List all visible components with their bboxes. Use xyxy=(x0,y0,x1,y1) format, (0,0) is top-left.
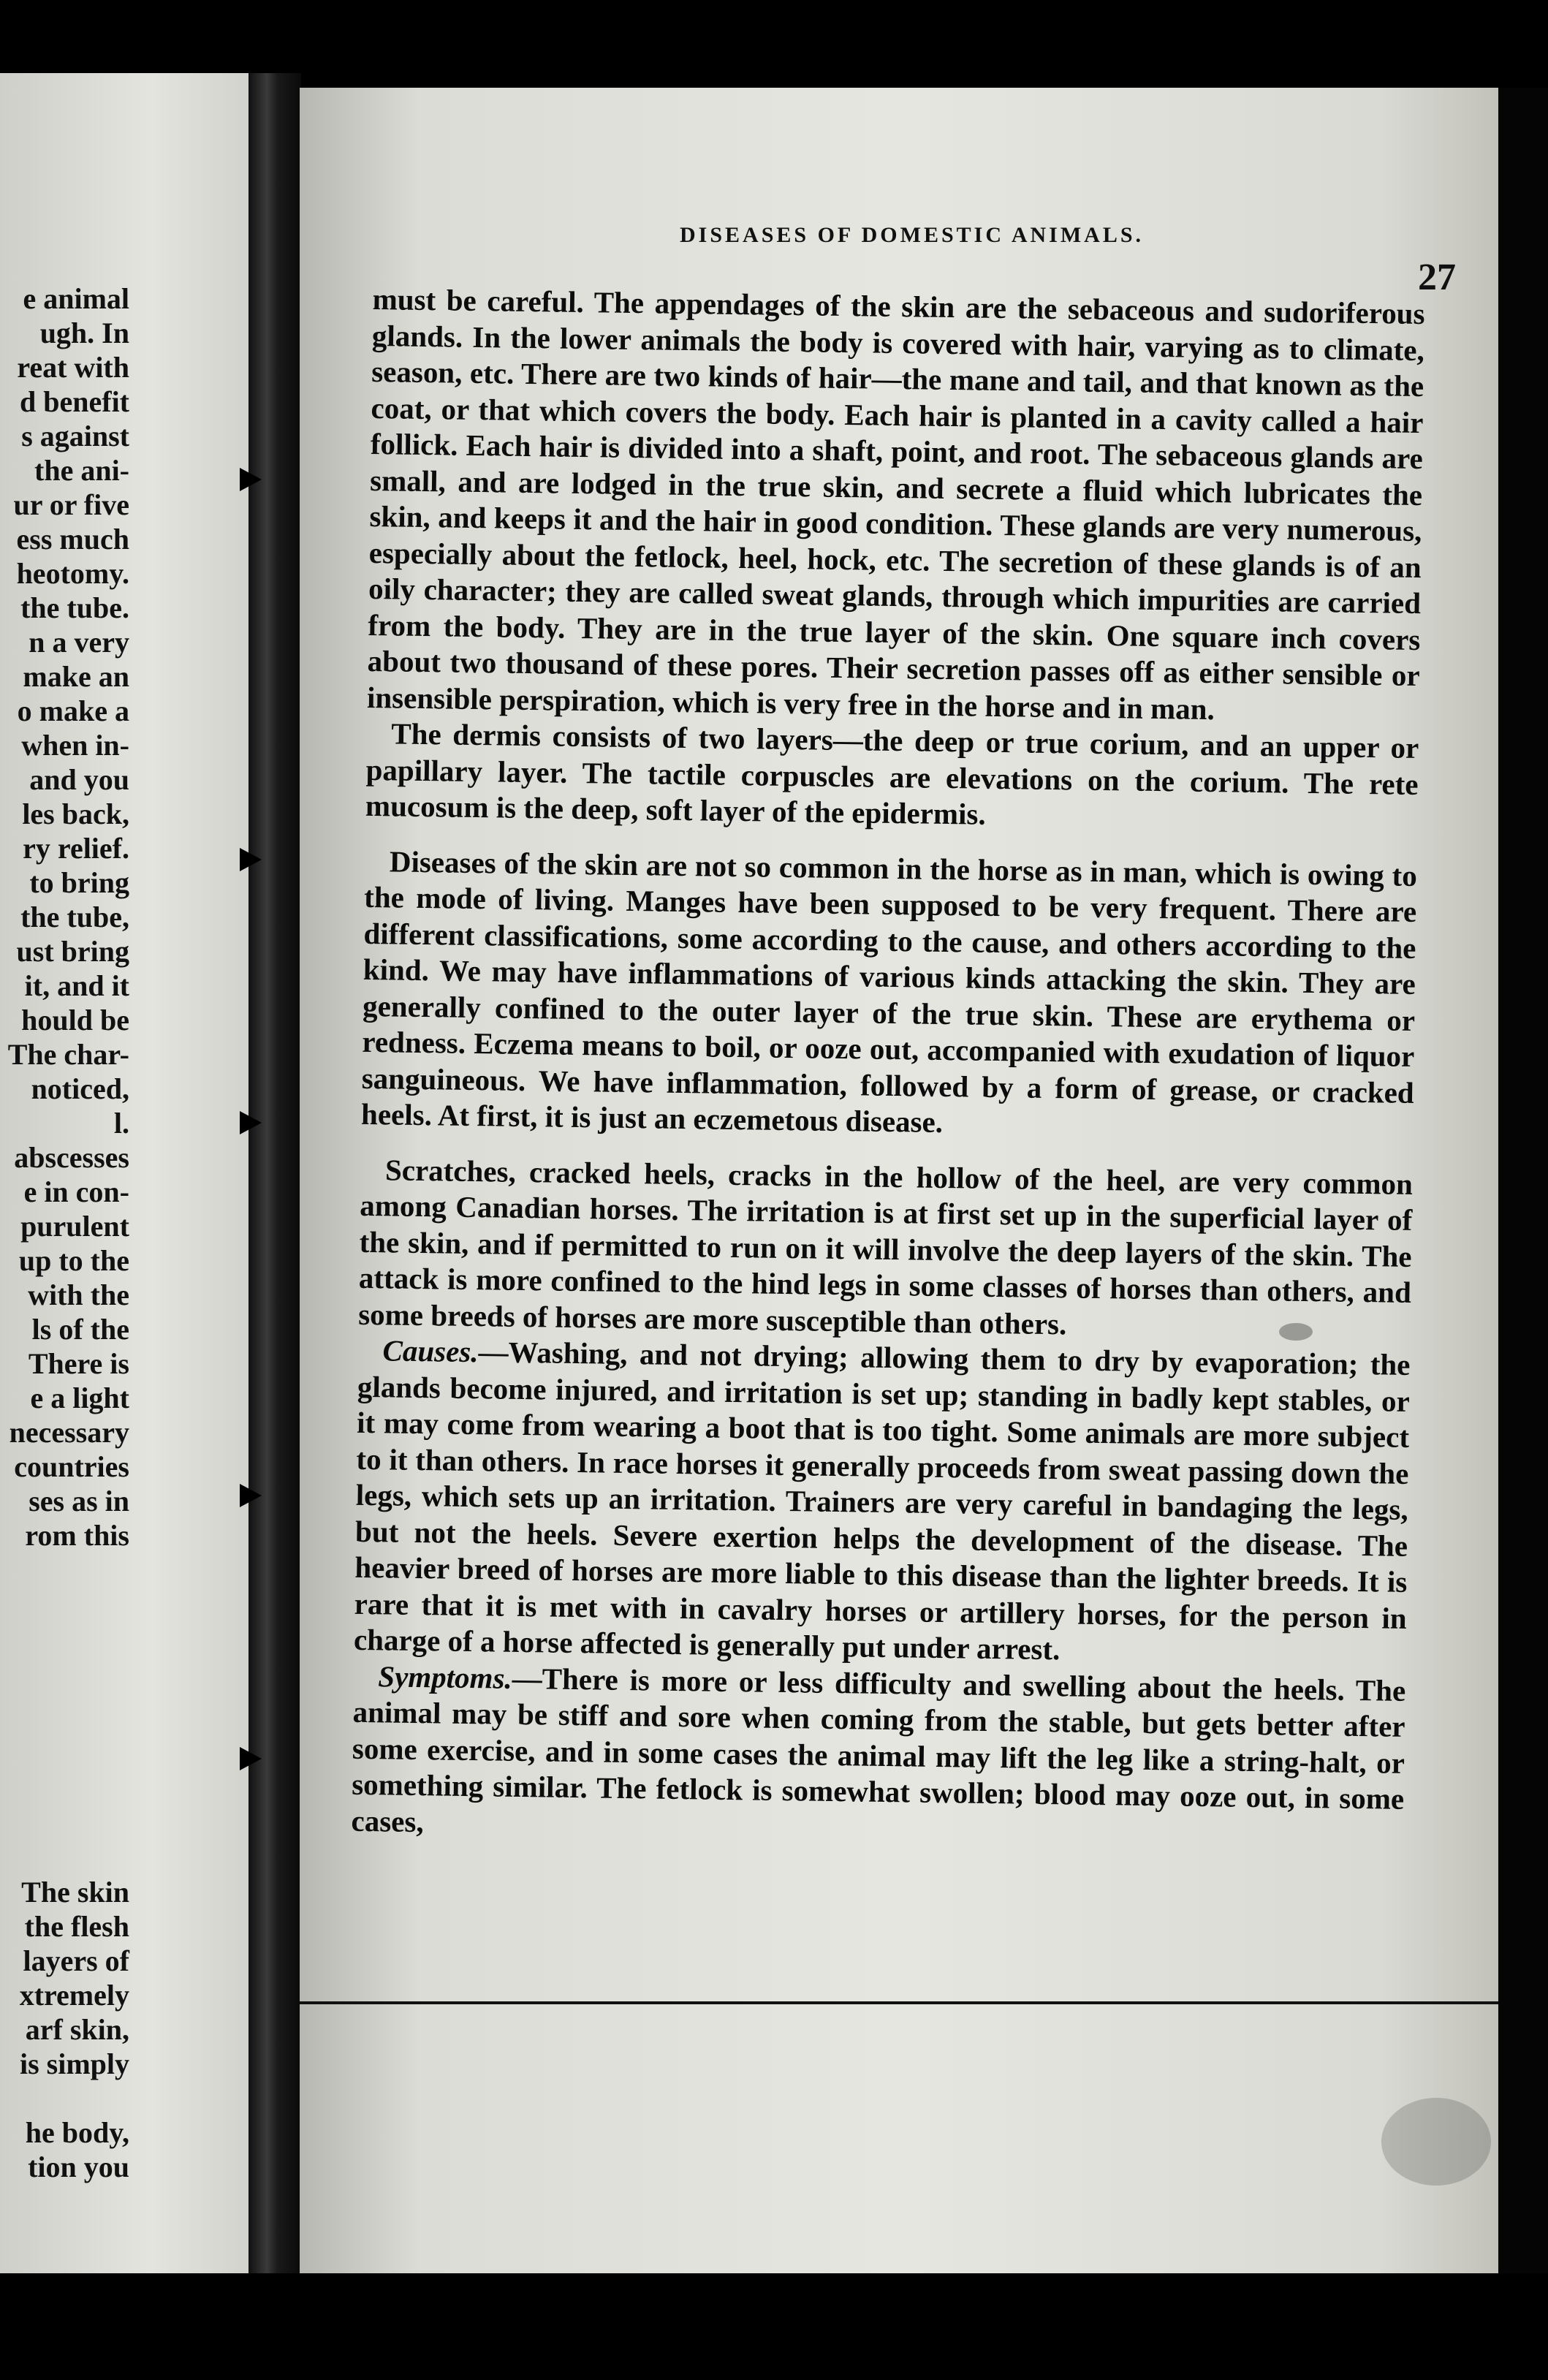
left-line: rom this xyxy=(25,1519,129,1552)
left-line: is simply xyxy=(19,2047,129,2080)
paragraph-text: The dermis consists of two layers—the deep or true corium, and an upper or papillary layer. The tactile corpuscles are elevations on the corium. The rete mucosum is the deep, soft layer of the epidermis. xyxy=(365,716,1419,831)
left-line: ess much xyxy=(16,523,129,556)
left-line: and you xyxy=(29,763,129,796)
left-line: s against xyxy=(21,420,129,452)
ink-blot xyxy=(1279,1323,1313,1341)
left-line: heotomy. xyxy=(16,557,129,590)
left-line: d benefit xyxy=(20,385,129,418)
paragraph xyxy=(354,1333,1411,1673)
left-line: l. xyxy=(113,1107,129,1140)
gutter-mark xyxy=(240,1747,262,1770)
section-heading: Scratches, xyxy=(384,1152,517,1189)
left-line: ust bring xyxy=(16,935,129,968)
right-page xyxy=(300,88,1498,2273)
left-line: purulent xyxy=(20,1210,129,1243)
left-line: the ani- xyxy=(34,454,129,487)
left-line: e a light xyxy=(30,1382,129,1414)
book-gutter xyxy=(248,73,301,2273)
left-line: o make a xyxy=(17,694,129,727)
left-line: the flesh xyxy=(24,1910,129,1943)
paragraph-text: must be careful. The appendages of the skin are the sebaceous and sudoriferous glands. In the lower animals the body is covered with hair, varying as to climate, season, etc. There are two kinds of hair—the mane and tail, and that known as the coat, or that which covers the body. Each hair is planted in a cavity called a hair follick. Each hair is divided into a shaft, point, and root. The sebaceous glands are small, and are lodged in the true skin, and secrete a fluid which lubricates the skin, and keeps it and the hair in good condition. These glands are very numerous, especially about the fetlock, heel, hock, etc. The secretion of these glands is of an oily character; they are called sweat glands, through which impurities are carried from the body. They are in the true layer of the skin. One square inch covers about two thousand of these pores. Their secretion passes off as either sensible or insensible perspiration, which is very free in the horse and in man. xyxy=(366,281,1425,726)
left-line: he body, xyxy=(25,2116,129,2149)
left-line: tion you xyxy=(28,2150,129,2183)
left-line: when in- xyxy=(21,729,129,762)
paragraph xyxy=(367,281,1425,730)
left-line: layers of xyxy=(23,1944,129,1977)
left-line: abscesses xyxy=(14,1141,129,1174)
left-page-lower-column xyxy=(0,1875,129,2184)
left-page-fragment xyxy=(0,73,252,2273)
left-line: les back, xyxy=(22,797,129,830)
left-line: e animal xyxy=(23,282,129,315)
left-line: to bring xyxy=(29,866,129,899)
gutter-mark xyxy=(240,1111,262,1134)
left-line: arf skin, xyxy=(25,2013,129,2046)
paragraph-text: cracked heels, cracks in the hollow of the heel, are very common among Canadian horses. The irritation is at first set up in the superficial layer of the skin, and if permitted to run on it will involve the deep layers of the skin. The attack is more confined to the hind legs in some classes of horses than others, and some breeds of horses are more susceptible than others. xyxy=(357,1154,1414,1341)
left-line: There is xyxy=(28,1347,129,1380)
left-line: The skin xyxy=(21,1876,129,1909)
paragraph xyxy=(358,1151,1413,1347)
left-line: up to the xyxy=(18,1244,129,1277)
left-line: The char- xyxy=(7,1038,129,1071)
page-number: 27 xyxy=(1418,257,1456,298)
gutter-mark xyxy=(240,848,262,871)
left-line: ses as in xyxy=(29,1485,129,1517)
left-line: hould be xyxy=(21,1004,129,1036)
left-line xyxy=(0,2081,129,2115)
running-header: DISEASES OF DOMESTIC ANIMALS. xyxy=(680,223,1145,247)
page-body xyxy=(351,281,1425,1854)
left-line: with the xyxy=(28,1278,129,1311)
left-line: necessary xyxy=(9,1416,129,1449)
gutter-mark xyxy=(240,468,262,491)
paragraph xyxy=(351,1658,1405,1854)
left-line: ls of the xyxy=(31,1313,129,1346)
left-line: ugh. In xyxy=(39,317,129,349)
left-line: e in con- xyxy=(23,1175,129,1208)
scan-border-bottom xyxy=(0,2273,1548,2380)
paragraph xyxy=(365,716,1419,839)
smudge xyxy=(1381,2098,1491,2186)
left-line: make an xyxy=(23,660,129,693)
left-line: ur or five xyxy=(13,488,129,521)
left-line: noticed, xyxy=(31,1072,129,1105)
left-page-upper-column xyxy=(0,281,129,1553)
left-line: reat with xyxy=(17,351,129,384)
paragraph xyxy=(361,843,1417,1147)
left-line: the tube, xyxy=(20,901,129,933)
left-line: it, and it xyxy=(24,969,129,1002)
left-line: countries xyxy=(14,1450,129,1483)
subsection-heading: Symptoms. xyxy=(378,1659,513,1695)
paragraph-text: —Washing, and not drying; allowing them to dry by evaporation; the glands become injured, and irritation is set up; standing in badly kept stables, or it may come from wearing a boot that is too tight. Some animals are more subject to it than others. In race horses it generally proceeds from sweat passing down the legs, which sets up an irritation. Trainers are very careful in bandaging the legs, but not the heels. Severe exertion helps the development of the disease. The heavier breed of horses are more liable to this disease than the lighter breeds. It is rare that it is met with in cavalry horses or artillery horses, for the person in charge of a horse affected is generally put under arrest. xyxy=(353,1335,1411,1667)
scan-artifact-line xyxy=(300,2001,1498,2004)
left-line: the tube. xyxy=(20,591,129,624)
left-line: n a very xyxy=(29,626,129,659)
paragraph-text: —There is more or less difficulty and swelling about the heels. The animal may be stiff and sore when coming from the stable, but gets better after some exercise, and in some cases the animal may lift the leg like a string-halt, or something similar. The fetlock is somewhat swollen; blood may ooze out, in some cases, xyxy=(351,1661,1406,1838)
paragraph-text: Diseases of the skin are not so common in the horse as in man, which is owing to the mode of living. Manges have been supposed to be very frequent. There are different classifications, some according to the cause, and others according to the kind. We may have inflammations of various kinds attacking the skin. They are generally confined to the outer layer of the true skin. These are erythema or redness. Eczema means to boil, or ooze out, accompanied with exudation of liquor sanguineous. We have inflammation, followed by a form of grease, or cracked heels. At first, it is just an eczemetous disease. xyxy=(360,844,1418,1140)
left-line: xtremely xyxy=(19,1979,129,2012)
left-line: ry relief. xyxy=(23,832,129,865)
subsection-heading: Causes. xyxy=(382,1333,479,1369)
gutter-mark xyxy=(240,1484,262,1507)
